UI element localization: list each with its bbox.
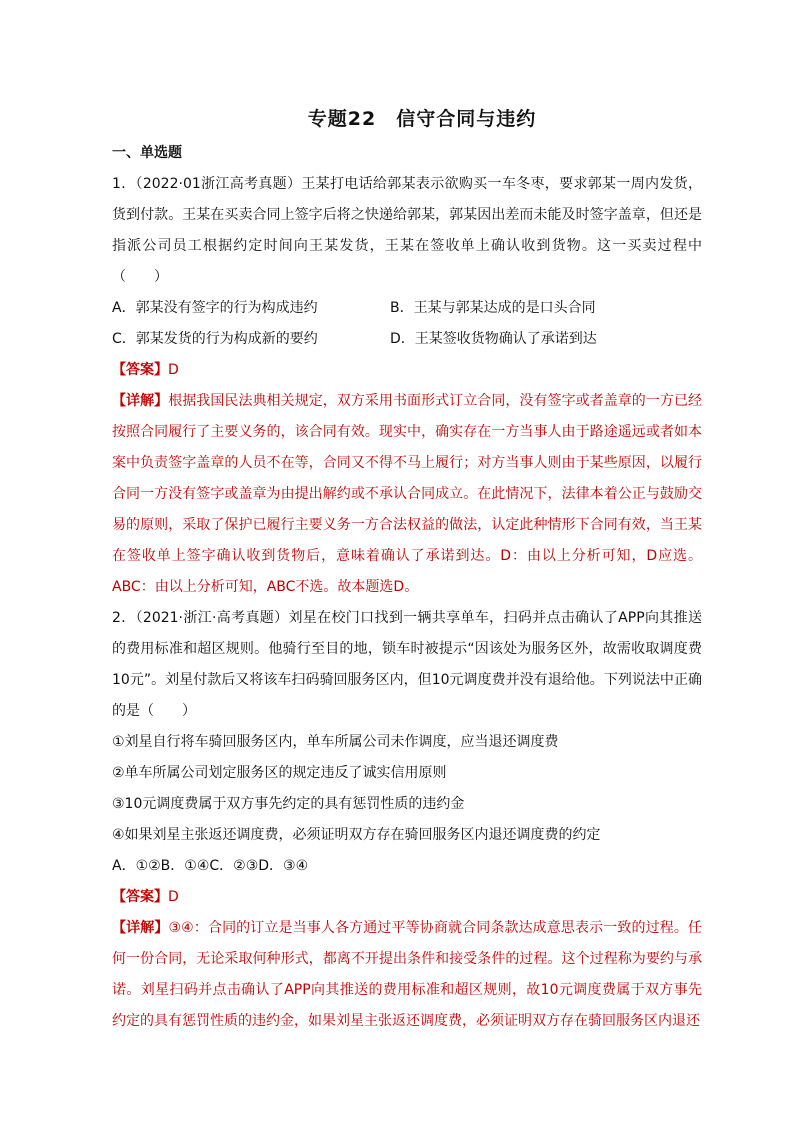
question-1-answer [112,355,702,386]
answer-label: 【答案】 [112,362,168,378]
detail-label: 【详解】 [112,393,169,409]
question-2-answer [112,882,702,913]
answer-value: D [168,889,179,905]
question-2-detail [112,913,702,1037]
question-1-option-b: B．王某与郭某达成的是口头合同 [390,300,596,316]
question-1-options-row-1 [112,293,702,324]
question-1-options-row-2 [112,324,702,355]
question-2-item-3: ③10元调度费属于双方事先约定的具有惩罚性质的违约金 [112,796,465,812]
question-2-stem: 2．（2021·浙江·高考真题）刘星在校门口找到一辆共享单车，扫码并点击确认了APP向其推送的费用标准和超区规则。他骑行至目的地，锁车时被提示“因该处为服务区外，故需收取调度费10元”。刘星付款后又将该车扫码骑回服务区内，但10元调度费并没有退给他。下列说法中正确的是（ ） [112,610,702,719]
question-2-item-4: ④如果刘星主张返还调度费，必须证明双方存在骑回服务区内退还调度费的约定 [112,827,601,843]
detail-text: ③④：合同的订立是当事人各方通过平等协商就合同条款达成意思表示一致的过程。任何一份合同，无论采取何种形式，都离不开提出条件和接受条件的过程。这个过程称为要约与承诺。刘星扫码并点击确认了APP向其推送的费用标准和超区规则，故10元调度费属于双方事先约定的具有惩罚性质的违约金，如果刘星主张返还调度费，必须证明双方存在骑回服务区内退还 [112,920,702,1029]
question-1-option-a: A．郭某没有签字的行为构成违约 [112,300,318,316]
document-content [112,104,702,1037]
document-title: 专题22 信守合同与违约 [307,108,537,130]
answer-value: D [168,362,179,378]
question-1-option-c: C．郭某发货的行为构成新的要约 [112,331,318,347]
section-heading: 一、单选题 [112,145,182,161]
question-2-item-1: ①刘星自行将车骑回服务区内，单车所属公司未作调度，应当退还调度费 [112,734,559,750]
question-2-item-2: ②单车所属公司划定服务区的规定违反了诚实信用原则 [112,765,447,781]
question-2-choices: A．①②B．①④C．②③D．③④ [112,858,309,874]
detail-label: 【详解】 [112,920,169,936]
question-1-stem: 1．（2022·01浙江高考真题）王某打电话给郭某表示欲购买一车冬枣，要求郭某一周内发货，货到付款。王某在买卖合同上签字后将之快递给郭某，郭某因出差而未能及时签字盖章，但还是指派公司员工根据约定时间向王某发货，王某在签收单上确认收到货物。这一买卖过程中（ ） [112,176,702,285]
question-1-option-d: D．王某签收货物确认了承诺到达 [390,331,597,347]
question-1-detail [112,386,702,603]
detail-text: 根据我国民法典相关规定，双方采用书面形式订立合同，没有签字或者盖章的一方已经按照合同履行了主要义务的，该合同有效。现实中，确实存在一方当事人由于路途遥远或者如本案中负责签字盖章的人员不在等，合同又不得不马上履行；对方当事人则由于某些原因，以履行合同一方没有签字或盖章为由提出解约或不承认合同成立。在此情况下，法律本着公正与鼓励交易的原则，采取了保护已履行主要义务一方合法权益的做法，认定此种情形下合同有效，当王某在签收单上签字确认收到货物后，意味着确认了承诺到达。D：由以上分析可知，D应选。ABC：由以上分析可知，ABC不选。故本题选D。 [112,393,703,595]
answer-label: 【答案】 [112,889,168,905]
